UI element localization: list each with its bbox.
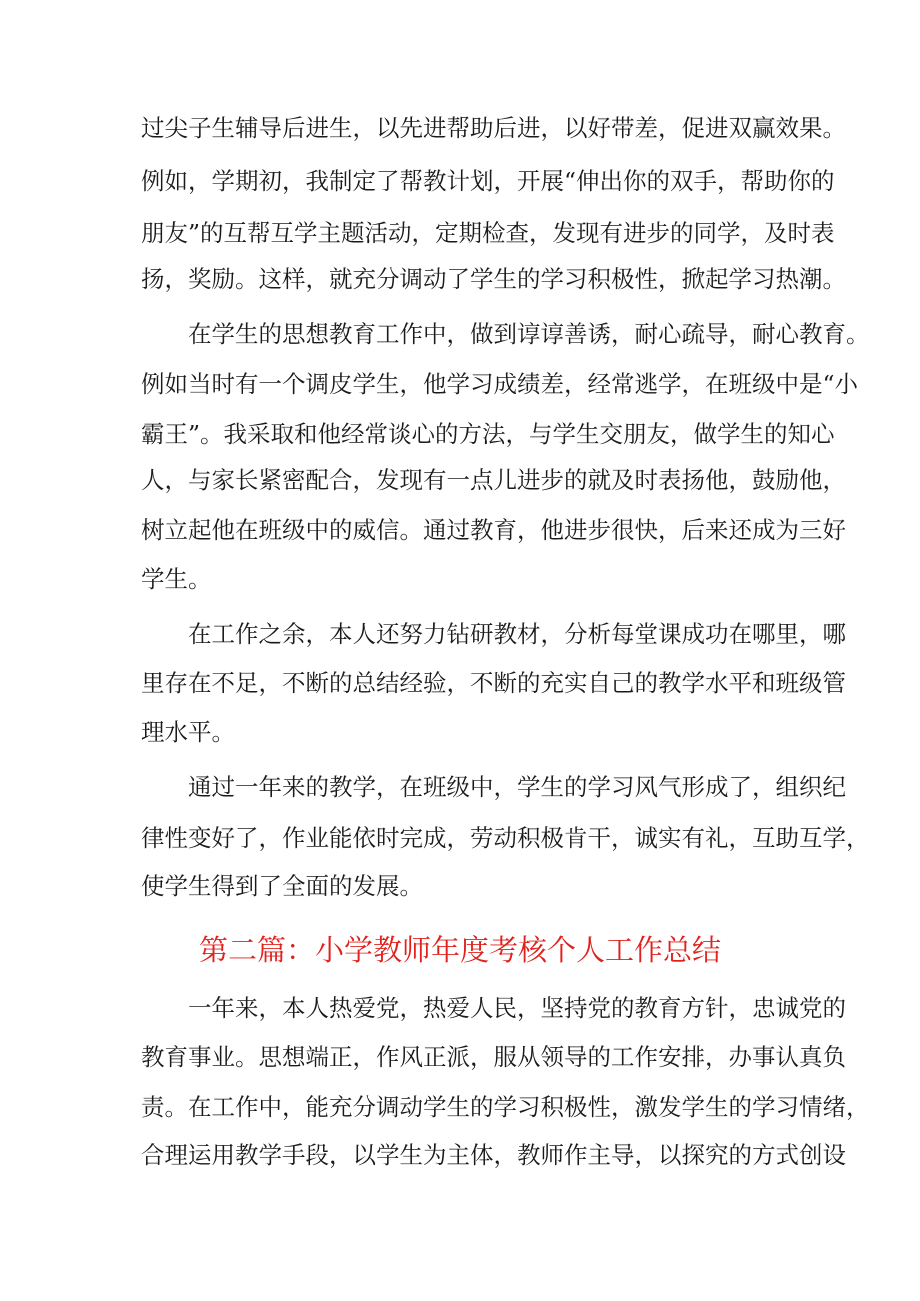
paragraph-2-line-1: 在学生的思想教育工作中，做到谆谆善诱，耐心疏导，耐心教育。 bbox=[188, 320, 870, 348]
paragraph-3-line-3: 理水平。 bbox=[141, 718, 235, 746]
paragraph-4-line-1: 通过一年来的教学，在班级中，学生的学习风气形成了，组织纪 bbox=[188, 773, 846, 801]
paragraph-1-line-1: 过尖子生辅导后进生，以先进帮助后进，以好带差，促进双赢效果。 bbox=[141, 114, 846, 142]
paragraph-2-line-6: 学生。 bbox=[141, 565, 212, 593]
section-paragraph-line-2: 教育事业。思想端正，作风正派，服从领导的工作安排，办事认真负 bbox=[141, 1043, 846, 1071]
section-paragraph-line-1: 一年来，本人热爱党，热爱人民，坚持党的教育方针，忠诚党的 bbox=[188, 994, 846, 1022]
paragraph-2-line-5: 树立起他在班级中的威信。通过教育，他进步很快，后来还成为三好 bbox=[141, 516, 846, 544]
paragraph-4-line-2: 律性变好了，作业能依时完成，劳动积极肯干，诚实有礼，互助互学， bbox=[141, 824, 870, 852]
paragraph-1-line-4: 扬，奖励。这样，就充分调动了学生的学习积极性，掀起学习热潮。 bbox=[141, 265, 846, 293]
paragraph-2-line-3: 霸王”。我采取和他经常谈心的方法，与学生交朋友，做学生的知心 bbox=[141, 420, 835, 448]
paragraph-2-line-4: 人，与家长紧密配合，发现有一点儿进步的就及时表扬他，鼓励他， bbox=[141, 466, 846, 494]
section-paragraph-line-3: 责。在工作中，能充分调动学生的学习积极性，激发学生的学习情绪， bbox=[141, 1093, 870, 1121]
paragraph-4-line-3: 使学生得到了全面的发展。 bbox=[141, 872, 423, 900]
section-paragraph-line-4: 合理运用教学手段，以学生为主体，教师作主导，以探究的方式创设 bbox=[141, 1141, 846, 1169]
paragraph-1-line-3: 朋友”的互帮互学主题活动，定期检查，发现有进步的同学，及时表 bbox=[141, 219, 835, 247]
paragraph-2-line-2: 例如当时有一个调皮学生，他学习成绩差，经常逃学，在班级中是“小 bbox=[141, 370, 859, 398]
paragraph-3-line-2: 里存在不足，不断的总结经验，不断的充实自己的教学水平和班级管 bbox=[141, 669, 846, 697]
paragraph-3-line-1: 在工作之余，本人还努力钻研教材，分析每堂课成功在哪里，哪 bbox=[188, 620, 846, 648]
paragraph-1-line-2: 例如，学期初，我制定了帮教计划，开展“伸出你的双手，帮助你的 bbox=[141, 167, 835, 195]
section-heading: 第二篇：小学教师年度考核个人工作总结 bbox=[198, 933, 721, 967]
